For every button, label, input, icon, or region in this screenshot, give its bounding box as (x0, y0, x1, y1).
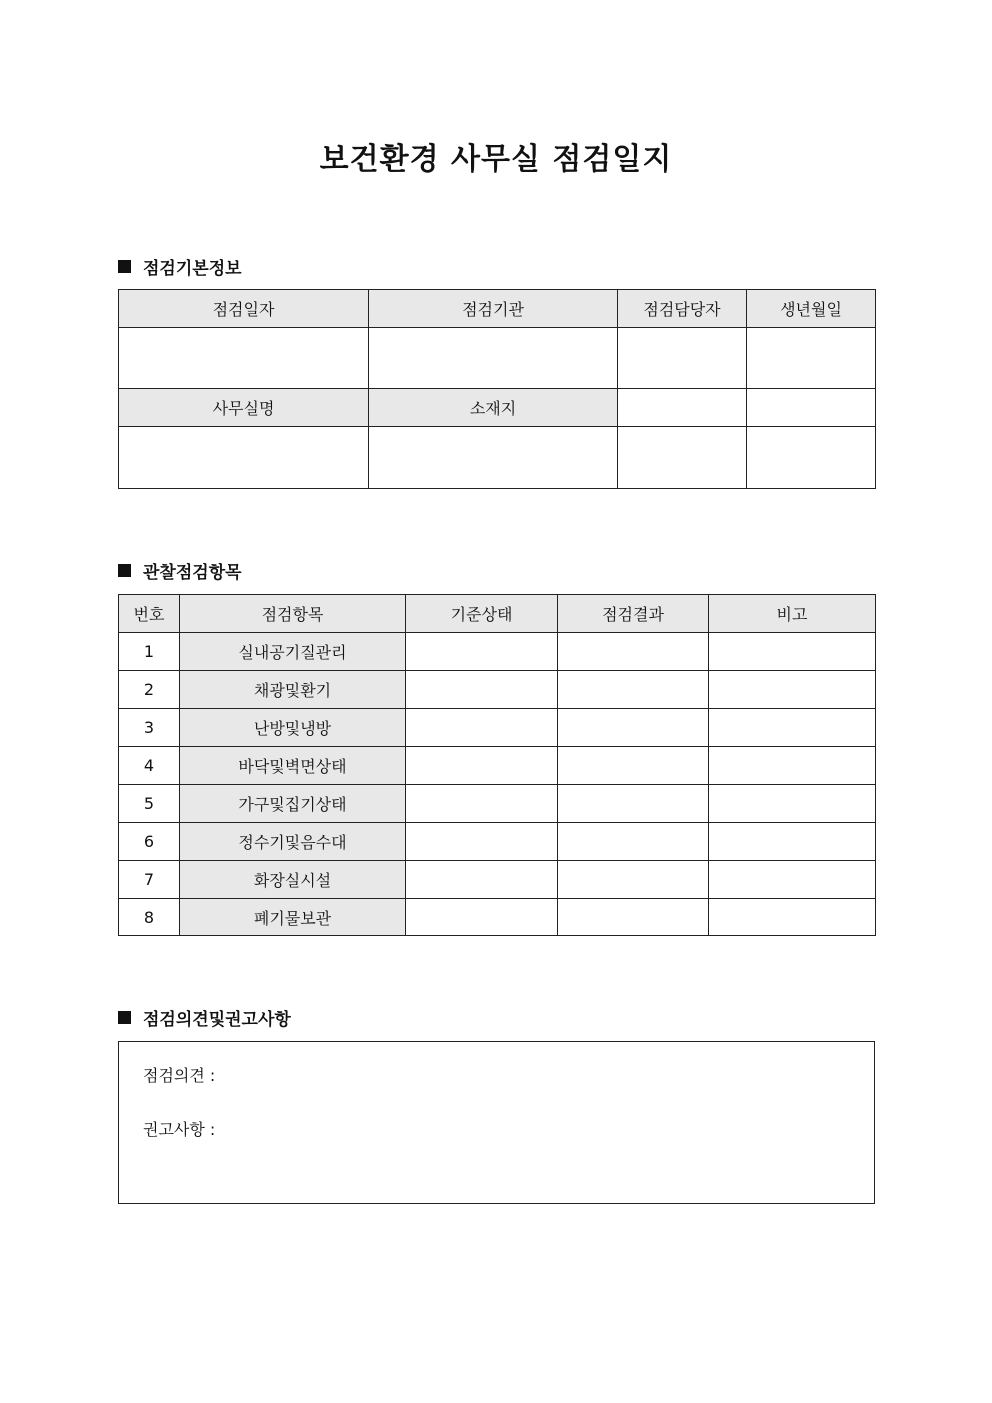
inspection-date-field[interactable] (119, 328, 369, 389)
standard-cell[interactable] (406, 747, 558, 785)
basic-info-input-row (119, 328, 876, 389)
basic-info-header-row-2 (119, 389, 876, 427)
header-inspector: 점검담당자 (618, 290, 747, 328)
table-row (119, 747, 876, 785)
remarks-cell[interactable] (709, 671, 876, 709)
result-cell[interactable] (558, 671, 709, 709)
birth-date-field[interactable] (747, 328, 876, 389)
remarks-cell[interactable] (709, 785, 876, 823)
inspector-field[interactable] (618, 328, 747, 389)
section-heading-label: 점검기본정보 (143, 259, 242, 279)
office-name-field[interactable] (119, 427, 369, 489)
inspection-header-row (119, 595, 876, 633)
header-inspection-date: 점검일자 (119, 290, 369, 328)
opinion-box[interactable] (118, 1041, 875, 1204)
row-item: 화장실시설 (180, 861, 406, 899)
header-number: 번호 (119, 595, 180, 633)
basic-info-header-row (119, 290, 876, 328)
row-number: 4 (119, 747, 180, 785)
basic-info-input-row-2 (119, 427, 876, 489)
section-heading-basic-info (118, 254, 242, 279)
row-number: 6 (119, 823, 180, 861)
row-number: 7 (119, 861, 180, 899)
row-number: 3 (119, 709, 180, 747)
empty-cell[interactable] (618, 427, 747, 489)
section-heading-label: 점검의견및권고사항 (143, 1010, 291, 1030)
basic-info-table (118, 289, 876, 489)
square-bullet-icon (118, 1011, 131, 1024)
result-cell[interactable] (558, 709, 709, 747)
square-bullet-icon (118, 260, 131, 273)
header-location: 소재지 (369, 389, 618, 427)
remarks-cell[interactable] (709, 861, 876, 899)
standard-cell[interactable] (406, 709, 558, 747)
standard-cell[interactable] (406, 899, 558, 936)
table-row (119, 671, 876, 709)
empty-cell[interactable] (747, 427, 876, 489)
result-cell[interactable] (558, 747, 709, 785)
row-item: 가구및집기상태 (180, 785, 406, 823)
square-bullet-icon (118, 564, 131, 577)
result-cell[interactable] (558, 823, 709, 861)
row-item: 채광및환기 (180, 671, 406, 709)
header-item: 점검항목 (180, 595, 406, 633)
location-field[interactable] (369, 427, 618, 489)
result-cell[interactable] (558, 861, 709, 899)
standard-cell[interactable] (406, 671, 558, 709)
row-number: 1 (119, 633, 180, 671)
header-remarks: 비고 (709, 595, 876, 633)
empty-cell[interactable] (618, 389, 747, 427)
standard-cell[interactable] (406, 823, 558, 861)
standard-cell[interactable] (406, 861, 558, 899)
standard-cell[interactable] (406, 785, 558, 823)
inspection-agency-field[interactable] (369, 328, 618, 389)
opinion-label: 점검의견 : (143, 1066, 216, 1085)
result-cell[interactable] (558, 785, 709, 823)
row-number: 8 (119, 899, 180, 936)
section-heading-label: 관찰점검항목 (143, 563, 242, 583)
section-heading-opinion (118, 1005, 291, 1030)
row-number: 2 (119, 671, 180, 709)
result-cell[interactable] (558, 633, 709, 671)
page-title: 보건환경 사무실 점검일지 (319, 142, 673, 177)
header-office-name: 사무실명 (119, 389, 369, 427)
header-inspection-agency: 점검기관 (369, 290, 618, 328)
section-heading-inspection (118, 558, 242, 583)
remarks-cell[interactable] (709, 747, 876, 785)
table-row (119, 899, 876, 936)
table-row (119, 861, 876, 899)
header-standard: 기준상태 (406, 595, 558, 633)
table-row (119, 823, 876, 861)
header-result: 점검결과 (558, 595, 709, 633)
standard-cell[interactable] (406, 633, 558, 671)
row-item: 난방및냉방 (180, 709, 406, 747)
row-item: 정수기및음수대 (180, 823, 406, 861)
row-item: 바닥및벽면상태 (180, 747, 406, 785)
remarks-cell[interactable] (709, 823, 876, 861)
empty-cell[interactable] (747, 389, 876, 427)
remarks-cell[interactable] (709, 633, 876, 671)
row-item: 폐기물보관 (180, 899, 406, 936)
header-birth-date: 생년월일 (747, 290, 876, 328)
row-number: 5 (119, 785, 180, 823)
table-row (119, 785, 876, 823)
row-item: 실내공기질관리 (180, 633, 406, 671)
remarks-cell[interactable] (709, 899, 876, 936)
inspection-table (118, 594, 876, 936)
result-cell[interactable] (558, 899, 709, 936)
recommendation-label: 권고사항 : (143, 1120, 216, 1139)
table-row (119, 709, 876, 747)
table-row (119, 633, 876, 671)
remarks-cell[interactable] (709, 709, 876, 747)
